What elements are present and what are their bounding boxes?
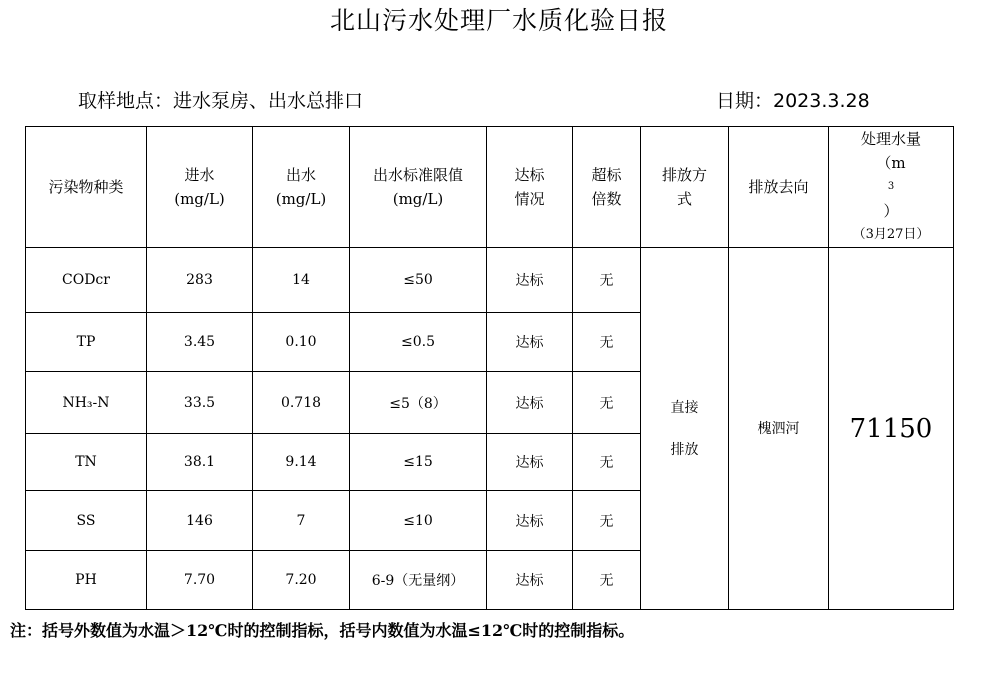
report-title: 北山污水处理厂水质化验日报 [329, 6, 668, 35]
header-pollutant: 污染物种类 [26, 127, 147, 248]
compliance-value: 达标 [487, 551, 573, 610]
inflow-value: 3.45 [147, 313, 253, 372]
limit-value: ≤0.5 [350, 313, 487, 372]
compliance-value: 达标 [487, 434, 573, 491]
exceed-value: 无 [573, 551, 641, 610]
table-header-row [26, 127, 954, 248]
exceed-value: 无 [573, 313, 641, 372]
inflow-value: 38.1 [147, 434, 253, 491]
exceed-value: 无 [573, 372, 641, 434]
exceed-value: 无 [573, 248, 641, 313]
report-date: 日期：2023.3.28 [716, 90, 870, 112]
compliance-value: 达标 [487, 313, 573, 372]
exceed-value: 无 [573, 434, 641, 491]
pollutant-name: CODcr [26, 248, 147, 313]
discharge-method-cell: 直接 排放 [641, 248, 729, 610]
pollutant-name: TP [26, 313, 147, 372]
outflow-value: 7.20 [253, 551, 350, 610]
header-treated-volume: 处理水量 （m 3 ） （3月27日） [829, 127, 954, 248]
compliance-value: 达标 [487, 491, 573, 551]
exceed-value: 无 [573, 491, 641, 551]
header-inflow: 进水 (mg/L) [147, 127, 253, 248]
footnote: 注：括号外数值为水温＞12℃时的控制指标，括号内数值为水温≤12℃时的控制指标。 [10, 621, 635, 640]
limit-value: ≤10 [350, 491, 487, 551]
header-discharge-method: 排放方 式 [641, 127, 729, 248]
header-outflow: 出水 (mg/L) [253, 127, 350, 248]
water-quality-table [25, 126, 954, 610]
inflow-value: 33.5 [147, 372, 253, 434]
inflow-value: 283 [147, 248, 253, 313]
outflow-value: 7 [253, 491, 350, 551]
pollutant-name: NH₃-N [26, 372, 147, 434]
table-row [26, 248, 954, 313]
outflow-value: 0.718 [253, 372, 350, 434]
limit-value: 6-9（无量纲） [350, 551, 487, 610]
outflow-value: 14 [253, 248, 350, 313]
discharge-destination-cell: 槐泗河 [729, 248, 829, 610]
pollutant-name: SS [26, 491, 147, 551]
compliance-value: 达标 [487, 372, 573, 434]
compliance-value: 达标 [487, 248, 573, 313]
inflow-value: 146 [147, 491, 253, 551]
header-compliance: 达标 情况 [487, 127, 573, 248]
header-limit: 出水标准限值 (mg/L) [350, 127, 487, 248]
pollutant-name: TN [26, 434, 147, 491]
outflow-value: 0.10 [253, 313, 350, 372]
inflow-value: 7.70 [147, 551, 253, 610]
limit-value: ≤50 [350, 248, 487, 313]
sampling-location: 取样地点：进水泵房、出水总排口 [78, 90, 364, 112]
limit-value: ≤5（8） [350, 372, 487, 434]
outflow-value: 9.14 [253, 434, 350, 491]
limit-value: ≤15 [350, 434, 487, 491]
header-exceed-multiple: 超标 倍数 [573, 127, 641, 248]
treated-volume-cell: 71150 [829, 248, 954, 610]
header-discharge-destination: 排放去向 [729, 127, 829, 248]
pollutant-name: PH [26, 551, 147, 610]
